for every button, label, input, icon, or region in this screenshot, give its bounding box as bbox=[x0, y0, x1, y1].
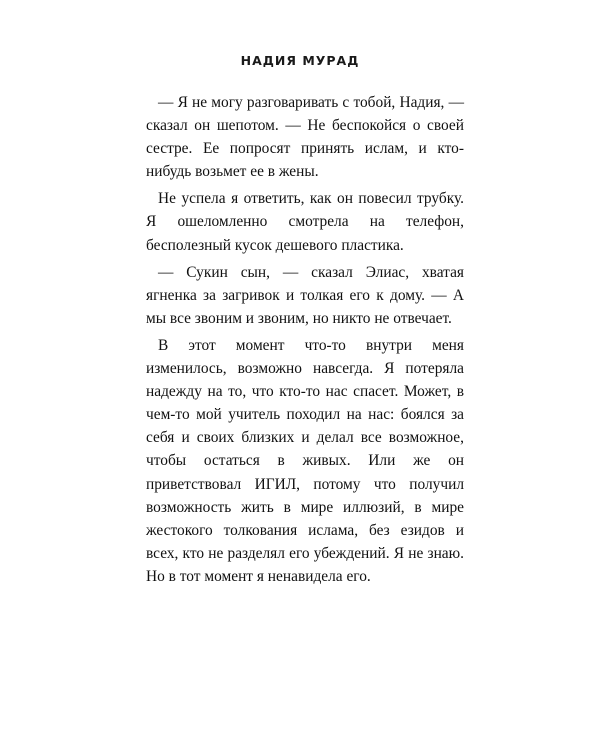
paragraph: Не успела я ответить, как он повесил трубку. Я ошеломленно смотрела на телефон, бесполезный кусок дешевого пластика. bbox=[146, 190, 464, 254]
body-text bbox=[146, 91, 464, 588]
paragraph: В этот момент что-то внутри меня изменилось, возможно навсегда. Я потеряла надежду на то, что кто-то нас спасет. Может, в чем-то мой учитель походил на нас: боялся за себя и своих близких и делал все возможное, чтобы остаться в живых. Или же он приветствовал ИГИЛ, потому что получил возможность жить в мире иллюзий, в мире жестокого толкования ислама, без езидов и всех, кто не разделял его убеждений. Я не знаю. Но в тот момент я ненавидела его. bbox=[146, 336, 464, 585]
paragraph: — Сукин сын, — сказал Элиас, хватая ягненка за загривок и толкая его к дому. — А мы все звоним и звоним, но никто не отвечает. bbox=[146, 263, 464, 327]
running-head-author: НАДИЯ МУРАД bbox=[240, 53, 360, 68]
paragraph: — Я не могу разговаривать с тобой, Надия, — сказал он шепотом. — Не беспокойся о своей сестре. Ее попросят принять ислам, и кто-нибудь возьмет ее в жены. bbox=[146, 94, 464, 181]
